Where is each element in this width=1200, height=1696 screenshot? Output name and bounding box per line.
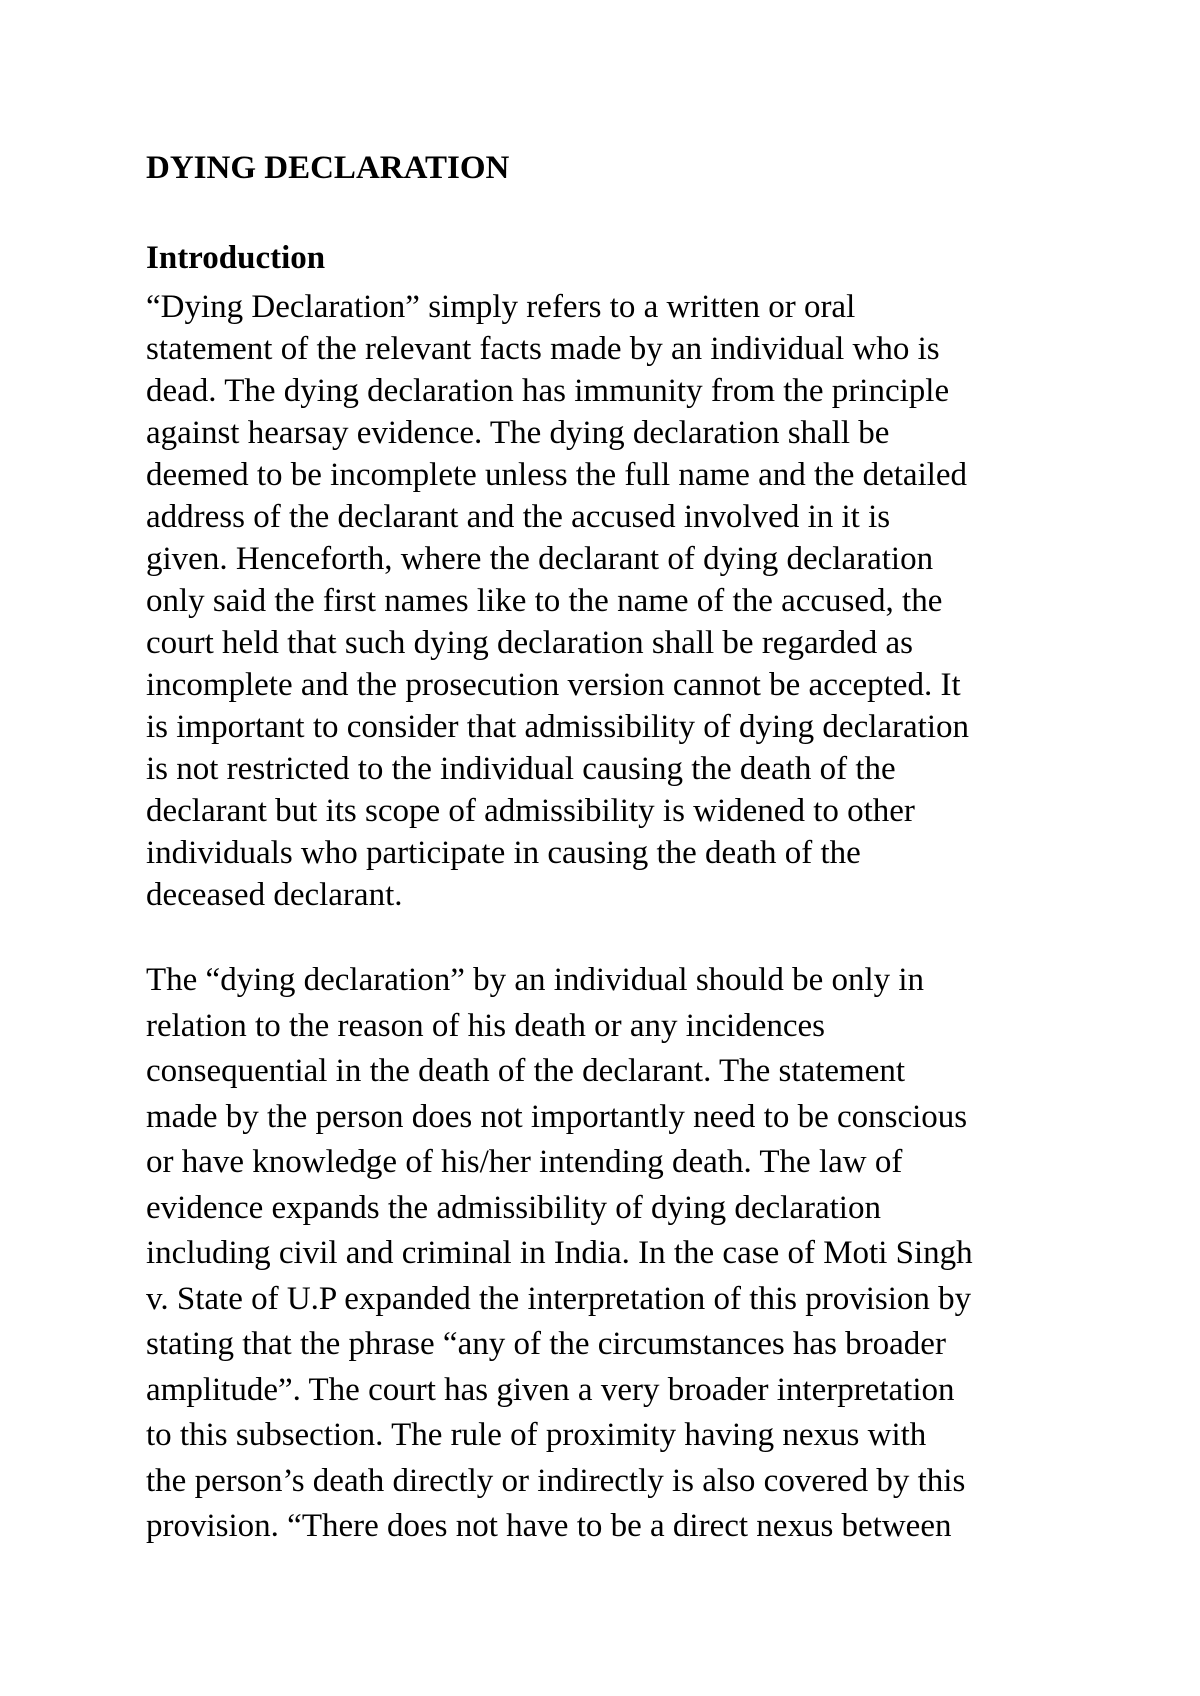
paragraph-line: is not restricted to the individual causing the death of the bbox=[146, 751, 896, 787]
paragraph-line: consequential in the death of the declarant. The statement bbox=[146, 1053, 906, 1089]
paragraph-line: statement of the relevant facts made by an individual who is bbox=[146, 331, 940, 367]
paragraph-2 bbox=[146, 958, 1076, 1550]
paragraph-line: the person’s death directly or indirectly is also covered by this bbox=[146, 1462, 966, 1499]
paragraph-line: evidence expands the admissibility of dying declaration bbox=[146, 1189, 881, 1226]
paragraph-line: incomplete and the prosecution version cannot be accepted. It bbox=[146, 667, 961, 703]
paragraph-line: against hearsay evidence. The dying declaration shall be bbox=[146, 415, 890, 451]
paragraph-line: to this subsection. The rule of proximity having nexus with bbox=[146, 1417, 927, 1453]
paragraph-line: deemed to be incomplete unless the full name and the detailed bbox=[146, 457, 968, 493]
paragraph-line: amplitude”. The court has given a very broader interpretation bbox=[146, 1371, 955, 1408]
paragraph-line: including civil and criminal in India. In the case of Moti Singh bbox=[146, 1235, 973, 1271]
paragraph-line: only said the first names like to the name of the accused, the bbox=[146, 583, 943, 619]
paragraph-line: The “dying declaration” by an individual should be only in bbox=[146, 962, 925, 998]
paragraph-line: dead. The dying declaration has immunity from the principle bbox=[146, 373, 950, 409]
paragraph-line: declarant but its scope of admissibility is widened to other bbox=[146, 793, 915, 829]
paragraph-line: “Dying Declaration” simply refers to a written or oral bbox=[146, 289, 856, 325]
document-body bbox=[146, 148, 1076, 1550]
paragraph-line: or have knowledge of his/her intending death. The law of bbox=[146, 1144, 903, 1180]
paragraph-line: is important to consider that admissibility of dying declaration bbox=[146, 709, 970, 745]
paragraph-line: stating that the phrase “any of the circumstances has broader bbox=[146, 1326, 946, 1362]
document-title: DYING DECLARATION bbox=[146, 150, 510, 186]
paragraph-1 bbox=[146, 286, 1076, 916]
paragraph-line: individuals who participate in causing the death of the bbox=[146, 835, 861, 871]
paragraph-line: deceased declarant. bbox=[146, 877, 403, 913]
paragraph-line: v. State of U.P expanded the interpretation of this provision by bbox=[146, 1280, 972, 1317]
paragraph-line: court held that such dying declaration shall be regarded as bbox=[146, 625, 913, 661]
paragraph-line: relation to the reason of his death or any incidences bbox=[146, 1007, 826, 1044]
section-heading-introduction: Introduction bbox=[146, 240, 326, 276]
paragraph-line: given. Henceforth, where the declarant of dying declaration bbox=[146, 541, 934, 577]
paragraph-line: address of the declarant and the accused involved in it is bbox=[146, 499, 891, 535]
paragraph-line: provision. “There does not have to be a direct nexus between bbox=[146, 1508, 952, 1544]
paragraph-line: made by the person does not importantly need to be conscious bbox=[146, 1098, 968, 1135]
